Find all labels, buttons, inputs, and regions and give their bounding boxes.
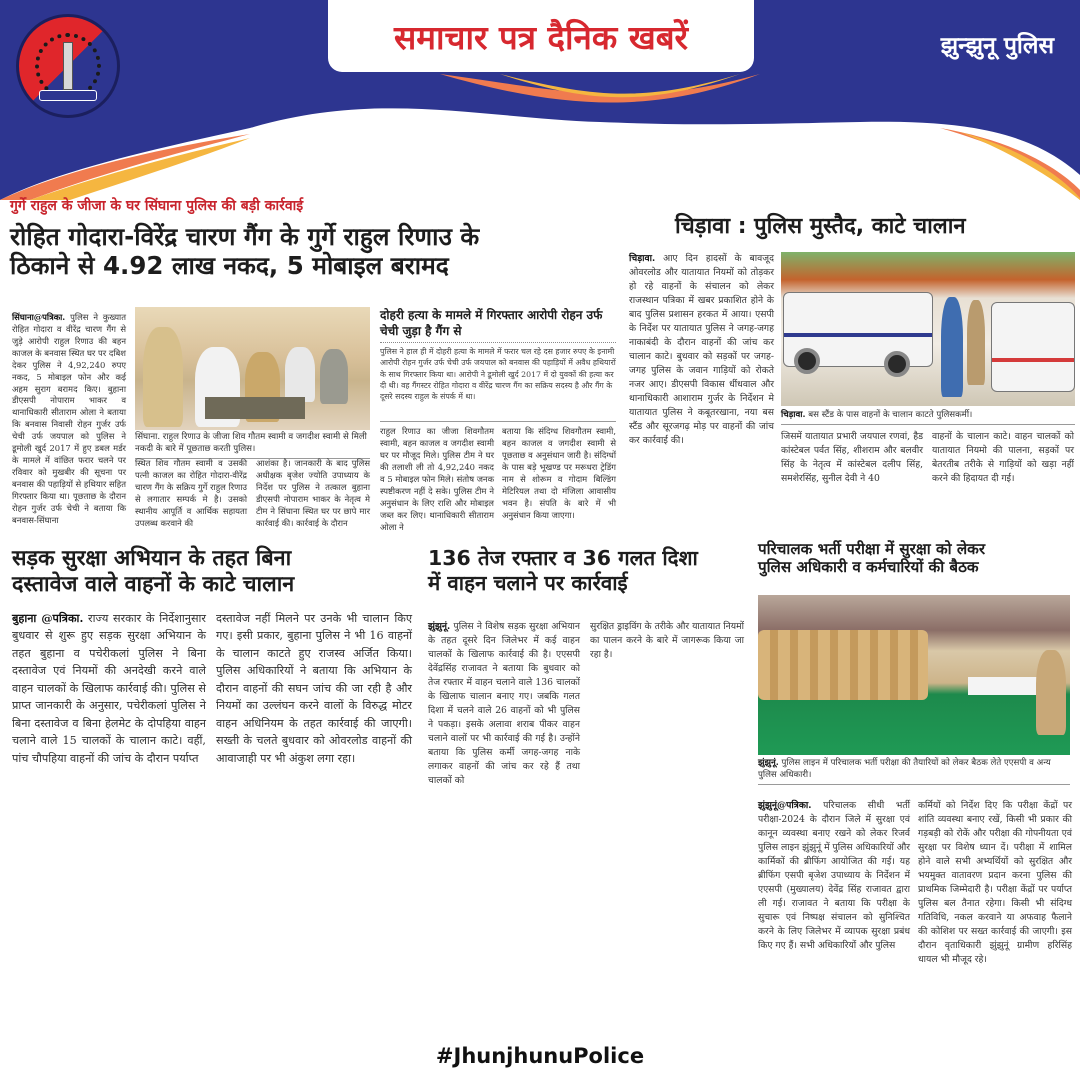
article2-col1-text: आए दिन हादसों के बावजूद ओवरलोड और यातायात नियमों को तोड़कर हो रहे वाहनों के संचालन को लेकर राजस्थान पत्रिका में खबर प्रकाशित होने के बाद पुलिस प्रशासन हरकत में आया। एसपी के निर्देश पर यातायात पुलिस ने जगह-जगह नाकाबंदी के दौरान वाहनों की जांच कर चालान काटे। बुधवार को सड़कों पर जगह-जगह पुलिस के जवान गाड़ियों को रोकते नजर आए। डीएसपी विकास धींधवाल और थानाधिकारी आशाराम गुर्जर के निर्देशन मे यातायात पुलिस ने कबूतरखाना, नया बस स्टैंड और सूरजगढ़ मोड़ पर वाहनों की जांच कर कार्रवाई की। (629, 253, 774, 446)
jeep-wheel (794, 348, 820, 374)
article1-photo (135, 307, 370, 430)
article5-col2: कर्मियों को निर्देश दिए कि परीक्षा केंद्रों पर शांति व्यवस्था बनाए रखें, किसी भी प्रकार की गड़बड़ी को रोकें और परीक्षा की गोपनीयता एवं सुरक्षा पर विशेष ध्यान दें। परीक्षा में शामिल होने वाले सभी अभ्यर्थियों को सुरक्षित और भयमुक्त वातावरण प्रदान करना पुलिस की प्राथमिक जिम्मेदारी है। परीक्षा केंद्रों पर पर्याप्त पुलिस बल तैनात रहेगा। किसी भी संदिग्ध गतिविधि, नकल करवाने या अफवाह फैलाने की कोशिश पर सख्त कार्रवाई की जाएगी। इस दौरान वृताधिकारी झुंझुनूं ग्रामीण हरिसिंह धायल भी मौजूद रहे। (918, 800, 1072, 965)
photo-officer (1036, 650, 1066, 735)
article1-sub-body: पुलिस ने हाल ही में दोहरी हत्या के मामले में फरार चल रहे दस हजार रुपए के इनामी आरोपी रोहन गुर्जर उर्फ चेची उर्फ जयपाल को बनवास की पहाड़ियों में अवैध हथियारों के साथ गिरफ्तार किया था। आरोपी ने डूमोली खुर्द 2017 में दो युवकों की हत्या कर दी थी। वह गैंगस्टर रोहित गोदारा व वीरेंद्र चारण गैंग का सक्रिय सदस्य है और गैंग के दूसरे सदस्य राहुल के संपर्क में था। (380, 346, 616, 422)
photo-man (941, 297, 963, 397)
article5-photo (758, 595, 1070, 755)
article4-headline-line1: 136 तेज रफ्तार व 36 गलत दिशा (428, 546, 698, 570)
photo-police-jeep (991, 302, 1075, 392)
jeep-wheel (884, 351, 910, 377)
article5-dateline: झुंझुनूं@पत्रिका. (758, 800, 812, 811)
article2-col2: जिसमें यातायात प्रभारी जयपाल रणवां, हैड कांस्टेबल पर्वत सिंह, शीशराम और बलवीर सिंह के नेतृत्व में कांस्टेबल दलीप सिंह, समशेरसिंह, सुनील देवी ने 40 (781, 431, 923, 484)
article1-sub-headline-text: दोहरी हत्या के मामले में गिरफ्तार आरोपी रोहन उर्फ चेची जुड़ा है गैंग से (380, 308, 603, 338)
article1-headline (10, 222, 620, 281)
photo-person (320, 349, 348, 404)
photo-table (968, 677, 1038, 695)
article2-photo-caption (781, 409, 1075, 425)
photo-table (205, 397, 305, 419)
article5-photo-caption (758, 757, 1070, 785)
article2-caption-text: बस स्टैंड के पास वाहनों के चालान काटते पुलिसकर्मी। (808, 410, 973, 420)
article2-dateline: चिड़ावा. (629, 253, 656, 264)
article2-col3: वाहनों के चालान काटे। वाहन चालकों को यातायात नियमो की पालना, सड़कों पर बेतरतीब तरीके से गाड़ियों को खड़ा नहीं करने की हिदायत दी गई। (932, 431, 1074, 484)
article1-col2: स्थित शिव गौतम स्वामी व उसकी पत्नी काजल का रोहित गोदारा-वीरेंद्र चारण गैंग के सक्रिय गुर्गे राहुल रिणाउ से लगातार सम्पर्क मे है। उसको स्थानीय आपूर्ति व आर्थिक सहायता उपलब्ध करवाने की (135, 458, 247, 528)
article5-col1 (758, 799, 910, 1039)
article3-headline-line1: सड़क सुरक्षा अभियान के तहत बिना (12, 546, 292, 571)
article1-sub-headline (380, 308, 616, 343)
article1-kicker: गुर्गे राहुल के जीजा के घर सिंघाना पुलिस की बड़ी कार्रवाई (10, 198, 304, 214)
article4-col2: सुरक्षित ड्राइविंग के तरीके और यातायात नियमों का पालन करने के बारे में जागरूक किया जा रहा है। (590, 621, 744, 660)
article1-col5: बताया कि संदिग्ध शिवगौतम स्वामी, बहन काजल व जगदीश स्वामी से पूछताछ व अनुसंधान जारी है। संदिग्धों के पास बड़े भूखण्ड पर मरूधरा ट्रेडिंग नाम से शोरूम व गोदाम बिल्डिंग मेटिरियल तथा दो मंजिला आवासीय भवन है। संपति के बारे में भी अनुसंधान किया जाएगा। (502, 426, 616, 520)
title-box (328, 0, 754, 72)
article1-sidebar-columns (380, 426, 616, 532)
article1-dateline: सिंघाना@पत्रिका. (12, 312, 66, 322)
article5-headline (758, 540, 1076, 576)
article4-headline-line2: में वाहन चलाने पर कार्रवाई (428, 570, 628, 595)
article3-col2: दस्तावेज नहीं मिलने पर उनके भी चालान किए गए। इसी प्रकार, बुहाना पुलिस ने भी 16 वाहनों के चालान काटते हुए राजस्व अर्जित किया। पुलिस अधिकारियों ने बताया कि अभियान के दौरान वाहनों की सघन जांच की जा रही है और नियमों का उल्लंघन करने वालों के विरुद्ध मोटर वाहन अधिनियम के तहत कार्रवाई की जाएगी। सख्ती के चलते बुधवार को ओवरलोड वाहनों की आवाजाही पर भी अंकुश लगा रहा। (216, 612, 412, 765)
photo-officer (967, 300, 985, 385)
article3-dateline: बुहाना @पत्रिका. (12, 611, 84, 625)
photo-police-jeep (783, 292, 933, 367)
photo-officer (143, 327, 183, 427)
jeep-stripe (992, 358, 1074, 362)
article2-caption-lead: चिड़ावा. (781, 410, 806, 420)
photo-person (285, 347, 315, 402)
police-emblem-logo (16, 14, 120, 118)
article3-col1 (12, 610, 206, 865)
article3-headline-line2: दस्तावेज वाले वाहनों के काटे चालान (12, 571, 295, 597)
article1-col3: आशंका है। जानकारी के बाद पुलिस अधीक्षक बृजेश ज्योति उपाध्याय के निर्देश पर पुलिस ने तत्काल बुहाना डीएसपी नोपाराम भाकर के नेतृत्व मे टीम ने सिंघाना स्थित घर पर छापे मार कार्रवाई की। कार्रवाई के दौरान (256, 458, 370, 528)
article1-sidebar (380, 308, 616, 532)
article5-headline-line1: परिचालक भर्ती परीक्षा में सुरक्षा को लेकर (758, 540, 986, 558)
emblem-pillar-icon (63, 42, 73, 90)
article4-col1-text: पुलिस ने विशेष सड़क सुरक्षा अभियान के तहत दूसरे दिन जिलेभर में कई वाहन चालकों के खिलाफ कार्रवाई की है। एएसपी देवेंद्रसिंह राजावत ने बताया कि बुधवार को तेज रफ्तार में वाहन चलाने वाले 136 चालकों के खिलाफ चालान बनाए गए। जबकि गलत दिशा में चलने वाले 26 वाहनों को भी पुलिस ने पकड़ा। इसके अलावा शराब पीकर वाहन चलाने वालों पर भी कार्रवाई की गई है। उन्होंने बताया कि पुलिस कर्मी जगह-जगह नाके लगाकर वाहनों की जांच कर रहे हैं तथा चालकों को (428, 621, 580, 786)
article5-caption-lead: झुंझुनूं. (758, 758, 779, 768)
article2-headline: चिड़ावा : पुलिस मुस्तैद, काटे चालान (675, 214, 966, 239)
footer-hashtag: #JhunjhunuPolice (435, 1044, 645, 1068)
page-title: समाचार पत्र दैनिक खबरें (393, 17, 689, 57)
article4-headline (428, 546, 748, 595)
jeep-stripe (784, 333, 932, 337)
article1-headline-line2: ठिकाने से 4.92 लाख नकद, 5 मोबाइल बरामद (10, 251, 449, 281)
article1-col1-text: पुलिस ने कुख्यात रोहित गोदारा व वीरेंद्र चारण गैंग से जुड़े आरोपी राहुल रिणाउ की बहन काजल के बनवास स्थित घर पर दबिश देकर पुलिस ने 4,92,240 रुपए नकद, 5 मोबाइल फोन और कई अहम सुराग बरामद किए। बुहाना डीएसपी नोपाराम भाकर व थानाधिकारी सीताराम ओला ने बताया कि बनवास निवासी रोहन गुर्जर उर्फ चेची उर्फ जयपाल को पुलिस ने डूमोली खुर्द 2017 में हुए डबल मर्डर के मामले में वांछित फरार चलने पर रविवार को मुखबीर की सूचना पर बनवास की पहाड़ियों से हथियार सहित गिरफ्तार किया था। पूछताछ के दौरान रोहन गुर्जर उर्फ चेची ने बताया कि बनवास-सिंघाना (12, 312, 127, 525)
article5-caption-text: पुलिस लाइन में परिचालक भर्ती परीक्षा की तैयारियों को लेकर बैठक लेते एएसपी व अन्य पुलिस अधिकारी। (758, 758, 1051, 781)
article1-headline-line1: रोहित गोदारा-विरेंद्र चारण गैंग के गुर्गे राहुल रिणाउ के (10, 222, 480, 251)
article5-headline-line2: पुलिस अधिकारी व कर्मचारियों की बैठक (758, 558, 979, 577)
article3-headline (12, 546, 412, 598)
article1-col1 (12, 312, 126, 534)
article5-col1-text: परिचालक सीधी भर्ती परीक्षा-2024 के दौरान जिले में सुरक्षा एवं कानून व्यवस्था बनाए रखने को लेकर रिजर्व पुलिस लाइन झुंझुनूं में पुलिस अधिकारियों और कार्मिकों की ब्रीफिंग आयोजित की गई। यह ब्रीफिंग एसपी बृजेश उपाध्याय के निर्देशन में एएसपी (मुख्यालय) देवेंद्र सिंह राजावत द्वारा ली गई। राजावत ने बताया कि परीक्षा के सुचारू एवं निष्पक्ष संचालन को सुनिश्चित करने के लिए जिलेभर में व्यापक सुरक्षा प्रबंध किए गए हैं। सभी अधिकारियों और पुलिस (758, 800, 910, 951)
emblem-ribbon (39, 90, 97, 101)
brand-name: झुन्झुनू पुलिस (940, 33, 1054, 59)
photo-seated-officers (758, 630, 928, 700)
article2-photo (781, 252, 1075, 406)
article1-photo-caption: सिंघाना. राहुल रिणाउ के जीजा शिव गौतम स्वामी व जगदीश स्वामी से मिली नकदी के बारे में पूछताछ करती पुलिस। (135, 431, 370, 459)
article1-col4: राहुल रिणाउ का जीजा शिवगौतम स्वामी, बहन काजल व जगदीश स्वामी घर पर मौजूद मिले। पुलिस टीम ने घर की तलाशी ली तो 4,92,240 नकद व 5 मोबाइल फोन मिले। संतोष जनक स्पष्टीकरण नहीं दे सके। पुलिस टीम ने अनुसंधान के लिए राशि और मोबाइल जब्त कर लिए। थानाधिकारी सीताराम ओला ने (380, 426, 494, 532)
article4-dateline: झुंझुनूं. (428, 621, 451, 632)
article3-col1-text: राज्य सरकार के निर्देशानुसार बुधवार से शुरू हुए सड़क सुरक्षा अभियान के तहत बुहाना व पचेरीकलां पुलिस ने बिना दस्तावेज एवं नियमों की अनदेखी करने वाले वाहन चालकों के खिलाफ कार्रवाई की। पुलिस से प्राप्त जानकारी के अनुसार, पचेरीकलां पुलिस ने बिना दस्तावेज व बिना हेलमेट के दोपहिया वाहन चलाने वाले 15 चालकों के चालान काटे। वहीं, पांच चौपहिया वाहनों की जांच के दौरान पर्याप्त (12, 612, 206, 765)
article4-col1 (428, 620, 580, 865)
article2-col1 (629, 252, 774, 512)
